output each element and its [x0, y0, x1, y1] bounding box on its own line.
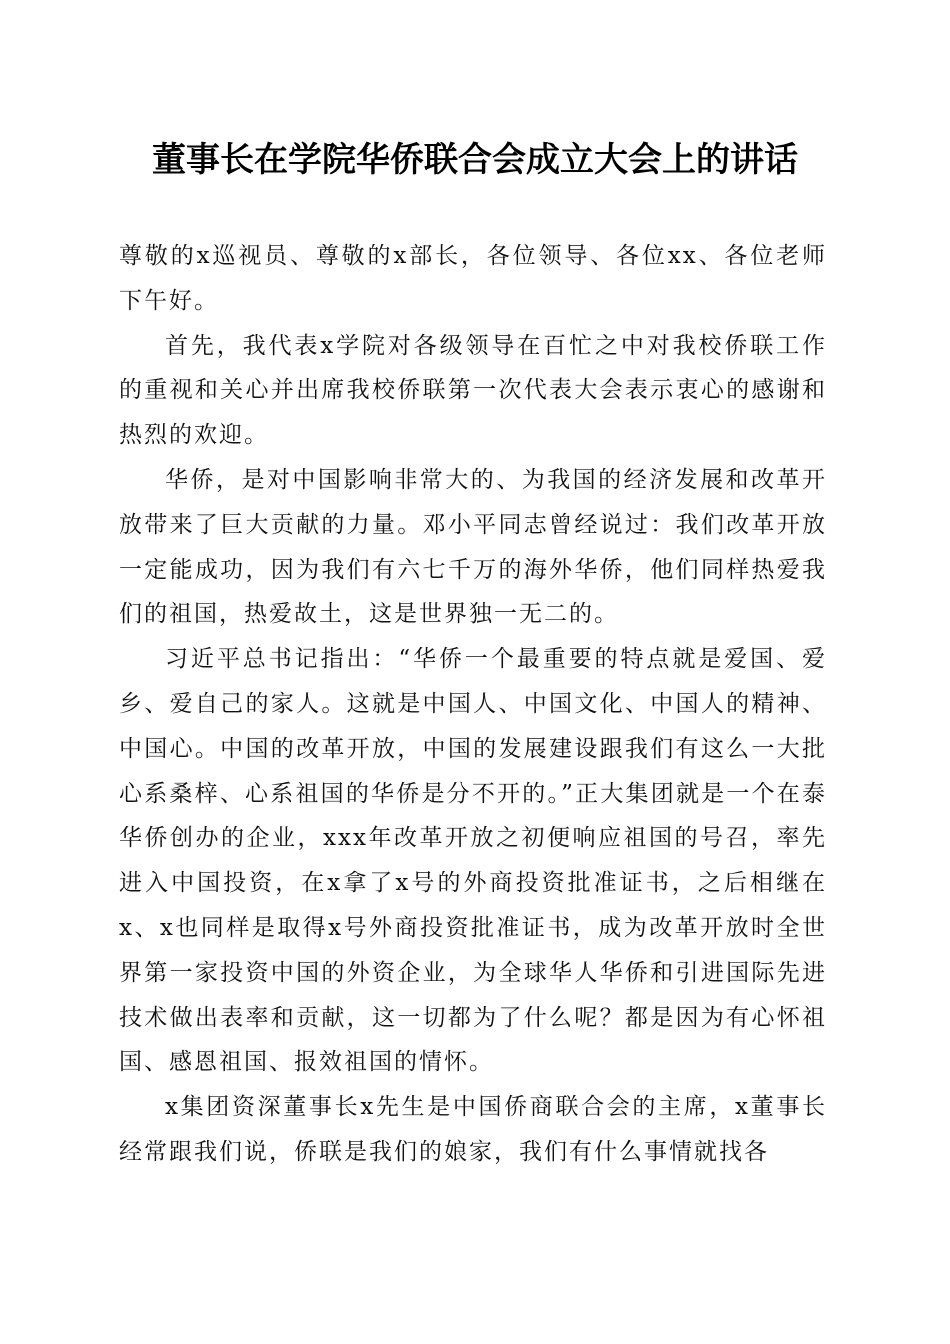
greeting-paragraph: 尊敬的x巡视员、尊敬的x部长，各位领导、各位xx、各位老师下午好。 [119, 243, 827, 314]
document-title: 董事长在学院华侨联合会成立大会上的讲话 [152, 140, 798, 180]
document-body [119, 234, 827, 1175]
body-paragraph: 首先，我代表x学院对各级领导在百忙之中对我校侨联工作的重视和关心并出席我校侨联第一次代表大会表示衷心的感谢和热烈的欢迎。 [119, 332, 827, 449]
body-paragraph: 习近平总书记指出：“华侨一个最重要的特点就是爱国、爱乡、爱自己的家人。这就是中国人、中国文化、中国人的精神、中国心。中国的改革开放，中国的发展建设跟我们有这么一大批心系桑梓、心系祖国的华侨是分不开的。”正大集团就是一个在泰华侨创办的企业，xxx年改革开放之初便响应祖国的号召，率先进入中国投资，在x拿了x号的外商投资批准证书，之后相继在x、x也同样是取得x号外商投资批准证书，成为改革开放时全世界第一家投资中国的外资企业，为全球华人华侨和引进国际先进技术做出表率和贡献，这一切都为了什么呢？都是因为有心怀祖国、感恩祖国、报效祖国的情怀。 [119, 646, 827, 1076]
body-paragraph: 华侨，是对中国影响非常大的、为我国的经济发展和改革开放带来了巨大贡献的力量。邓小平同志曾经说过：我们改革开放一定能成功，因为我们有六七千万的海外华侨，他们同样热爱我们的祖国，热爱故土，这是世界独一无二的。 [119, 466, 827, 628]
body-paragraph: x集团资深董事长x先生是中国侨商联合会的主席，x董事长经常跟我们说，侨联是我们的娘家，我们有什么事情就找各 [119, 1094, 827, 1165]
